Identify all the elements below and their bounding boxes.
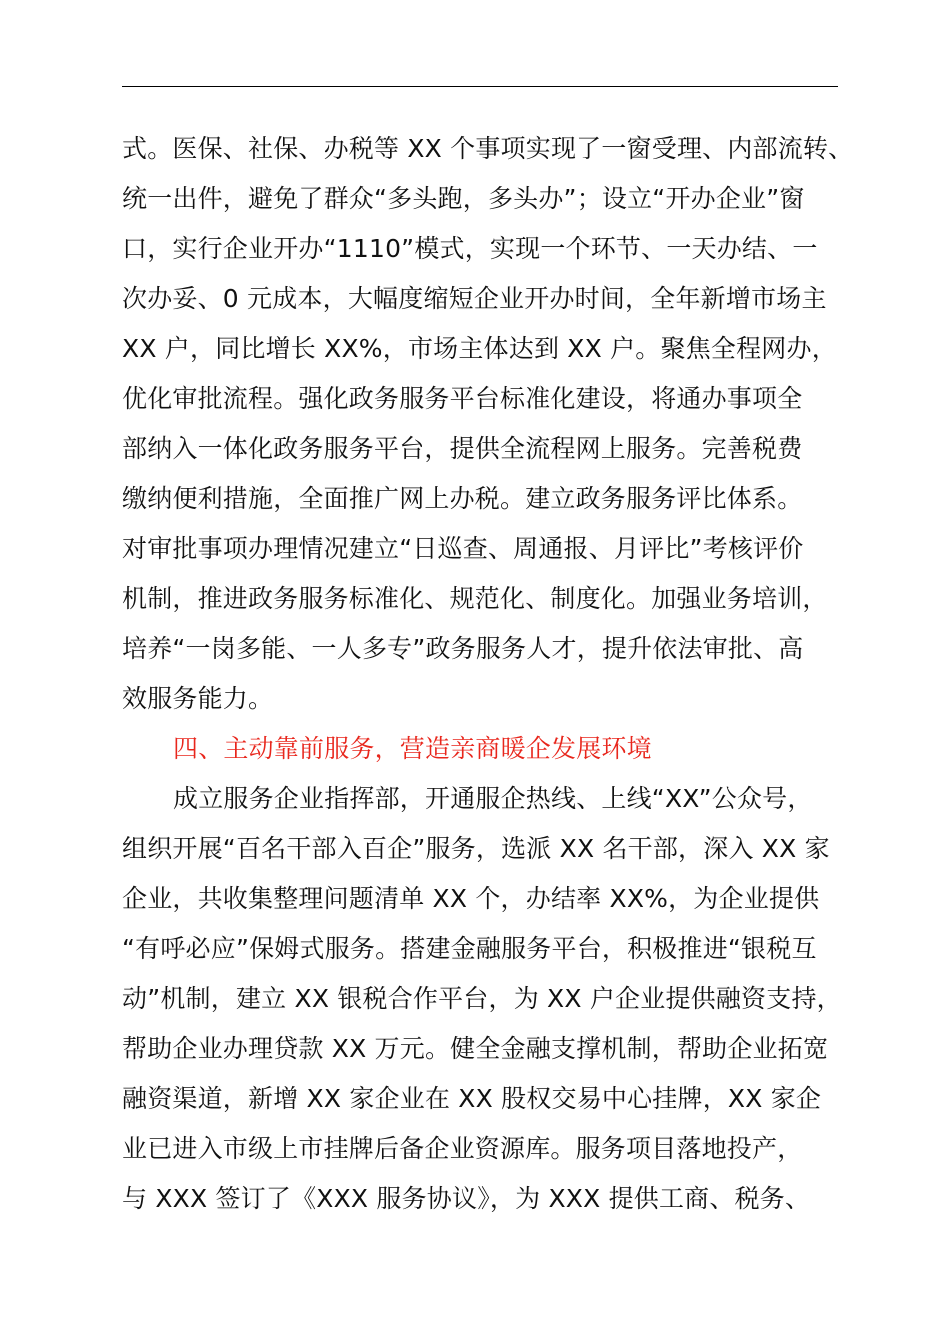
page-body xyxy=(122,124,854,1224)
paragraph-line: 部纳入一体化政务服务平台，提供全流程网上服务。完善税费 xyxy=(122,434,803,463)
paragraph-line: 融资渠道，新增 XX 家企业在 XX 股权交易中心挂牌，XX 家企 xyxy=(122,1084,822,1113)
paragraph-line: 缴纳便利措施，全面推广网上办税。建立政务服务评比体系。 xyxy=(122,484,803,513)
paragraph-line: 机制，推进政务服务标准化、规范化、制度化。加强业务培训， xyxy=(122,584,828,613)
paragraph-line: “有呼必应”保姆式服务。搭建金融服务平台，积极推进“银税互 xyxy=(122,934,817,963)
paragraph-line: 培养“一岗多能、一人多专”政务服务人才，提升依法审批、高 xyxy=(122,634,804,663)
paragraph-line: 与 XXX 签订了《XXX 服务协议》，为 XXX 提供工商、税务、 xyxy=(122,1184,811,1213)
paragraph-line: 次办妥、0 元成本，大幅度缩短企业开办时间，全年新增市场主 xyxy=(122,284,827,313)
paragraph-line: 帮助企业办理贷款 XX 万元。健全金融支撑机制，帮助企业拓宽 xyxy=(122,1034,829,1063)
paragraph-line: 业已进入市级上市挂牌后备企业资源库。服务项目落地投产， xyxy=(122,1134,803,1163)
paragraph-line: 组织开展“百名干部入百企”服务，选派 XX 名干部，深入 XX 家 xyxy=(122,834,830,863)
header-rule xyxy=(122,86,838,87)
section-heading: 四、主动靠前服务，营造亲商暖企发展环境 xyxy=(173,734,652,763)
paragraph-line: 效服务能力。 xyxy=(122,684,274,713)
paragraph-line: 成立服务企业指挥部，开通服企热线、上线“XX”公众号， xyxy=(173,784,813,813)
paragraph-line: 统一出件，避免了群众“多头跑，多头办”；设立“开办企业”窗 xyxy=(122,184,805,213)
paragraph-line: 对审批事项办理情况建立“日巡查、周通报、月评比”考核评价 xyxy=(122,534,804,563)
paragraph-line: 口，实行企业开办“1110”模式，实现一个环节、一天办结、一 xyxy=(122,234,818,263)
paragraph-line: 式。医保、社保、办税等 XX 个事项实现了一窗受理、内部流转、 xyxy=(122,134,854,163)
paragraph-line: 动”机制，建立 XX 银税合作平台，为 XX 户企业提供融资支持， xyxy=(122,984,842,1013)
paragraph-line: 企业，共收集整理问题清单 XX 个，办结率 XX%，为企业提供 xyxy=(122,884,820,913)
paragraph-line: XX 户，同比增长 XX%，市场主体达到 XX 户。聚焦全程网办， xyxy=(122,334,837,363)
paragraph-line: 优化审批流程。强化政务服务平台标准化建设，将通办事项全 xyxy=(122,384,803,413)
